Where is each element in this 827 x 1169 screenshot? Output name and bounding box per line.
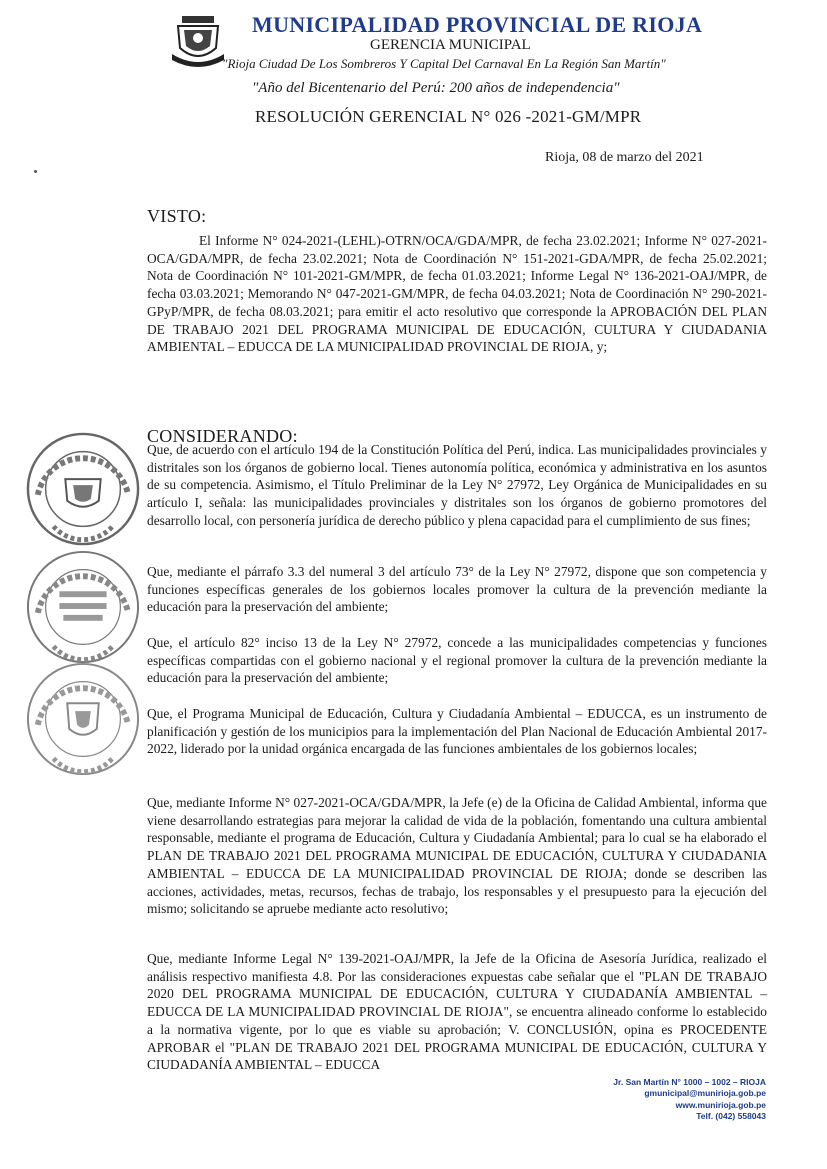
office-name: GERENCIA MUNICIPAL — [370, 37, 531, 53]
contact-footer — [560, 1077, 766, 1122]
municipal-crest-logo — [170, 14, 226, 68]
gerencia-ambiente-stamp — [24, 548, 142, 666]
scan-speck — [34, 170, 37, 173]
footer-website: www.munirioja.gob.pe — [675, 1099, 766, 1110]
asesoria-juridica-stamp — [24, 660, 142, 778]
considerando-paragraph: Que, mediante Informe Legal N° 139-2021-OAJ/MPR, la Jefe de la Oficina de Asesoría Jurídica, realizado el análisis respectivo manifiesta 4.8. Por las consideraciones expuestas cabe señalar que el "PLAN DE TRABAJO 2020 DEL PROGRAMA MUNICIPAL DE EDUCACIÓN, CULTURA Y CIUDADANÍA AMBIENTAL – EDUCCA DE LA MUNICIPALIDAD PROVINCIAL DE RIOJA", se encuentra alineado conforme lo establecido a la normativa vigente, por lo que es viable su aprobación; V. CONCLUSIÓN, opina es PROCEDENTE APROBAR el "PLAN DE TRABAJO 2021 DEL PROGRAMA MUNICIPAL DE EDUCACIÓN, CULTURA Y CIUDADANÍA AMBIENTAL – EDUCCA — [147, 951, 767, 1073]
considerando-paragraph: Que, mediante Informe N° 027-2021-OCA/GDA/MPR, la Jefe (e) de la Oficina de Calidad Ambiental, informa que viene desarrollando estrategias para mejorar la calidad de vida de la población, fomentando una cultura ambiental responsable, mediante el programa de Educación, Cultura y Ciudadanía Ambiental; para lo cual se ha elaborado el PLAN DE TRABAJO 2021 DEL PROGRAMA MUNICIPAL DE EDUCACIÓN, CULTURA Y CIUDADANIA AMBIENTAL – EDUCCA DE LA MUNICIPALIDAD PROVINCIAL DE RIOJA; donde se describen las acciones, actividades, metas, recursos, fechas de trabajo, los responsables y el presupuesto para la ejecución del mismo; solicitando se apruebe mediante acto resolutivo; — [147, 795, 767, 917]
municipality-name: MUNICIPALIDAD PROVINCIAL DE RIOJA — [252, 12, 703, 37]
resolution-title: RESOLUCIÓN GERENCIAL N° 026 -2021-GM/MPR — [255, 107, 642, 126]
visto-heading: VISTO: — [147, 206, 207, 226]
considerando-paragraph: Que, el Programa Municipal de Educación, Cultura y Ciudadanía Ambiental – EDUCCA, es un instrumento de planificación y gestión de los municipios para la implementación del Plan Nacional de Educación Ambiental 2017-2022, liderado por la unidad orgánica encargada de las funciones ambientales de los gobiernos locales; — [147, 706, 767, 757]
considerando-paragraph: Que, de acuerdo con el artículo 194 de la Constitución Política del Perú, indica. Las municipalidades provinciales y distritales son los órganos de gobierno local. Tienes autonomía política, económica y administrativa en los asuntos de su competencia. Asimismo, el Título Preliminar de la Ley N° 27972, Ley Orgánica de Municipalidades en su artículo I, señala: las municipalidades provinciales y distritales son los órganos de gobierno promotores del desarrollo local, con personería jurídica de derecho público y plena capacidad para el cumplimiento de sus fines; — [147, 442, 767, 528]
considerando-paragraph: Que, mediante el párrafo 3.3 del numeral 3 del artículo 73° de la Ley N° 27972, dispone que son competencia y funciones específicas generales de los gobiernos locales promover la cultura de la prevención mediante la educación para la preservación del ambiente; — [147, 564, 767, 615]
city-slogan: "Rioja Ciudad De Los Sombreros Y Capital Del Carnaval En La Región San Martín" — [222, 56, 666, 71]
footer-address: Jr. San Martín N° 1000 – 1002 – RIOJA — [613, 1077, 766, 1087]
gerencia-municipal-stamp — [24, 430, 142, 548]
footer-phone: Telf. (042) 558043 — [696, 1110, 766, 1121]
footer-email: gmunicipal@munirioja.gob.pe — [644, 1088, 766, 1099]
year-motto: "Año del Bicentenario del Perú: 200 años de independencia" — [252, 80, 620, 96]
considerando-paragraph: Que, el artículo 82° inciso 13 de la Ley N° 27972, concede a las municipalidades competencias y funciones específicas compartidas con el gobierno nacional y el regional promover la cultura de la prevención mediante la educación para la preservación del ambiente; — [147, 635, 767, 686]
resolution-date: Rioja, 08 de marzo del 2021 — [545, 150, 704, 165]
visto-paragraph: El Informe N° 024-2021-(LEHL)-OTRN/OCA/GDA/MPR, de fecha 23.02.2021; Informe N° 027-2021-OCA/GDA/MPR, de fecha 23.02.2021; Nota de Coordinación N° 151-2021-GDA/MPR, de fecha 25.02.2021; Nota de Coordinación N° 101-2021-GM/MPR, de fecha 01.03.2021; Informe Legal N° 136-2021-OAJ/MPR, de fecha 03.03.2021; Memorando N° 047-2021-GM/MPR, de fecha 04.03.2021; Nota de Coordinación N° 290-2021-GPyP/MPR, de fecha 08.03.2021; para emitir el acto resolutivo que corresponde la APROBACIÓN DEL PLAN DE TRABAJO 2021 DEL PROGRAMA MUNICIPAL DE EDUCACIÓN, CULTURA Y CIUDADANIA AMBIENTAL – EDUCCA DE LA MUNICIPALIDAD PROVINCIAL DE RIOJA, y; — [147, 233, 767, 355]
considerando-heading: CONSIDERANDO: — [147, 426, 298, 446]
